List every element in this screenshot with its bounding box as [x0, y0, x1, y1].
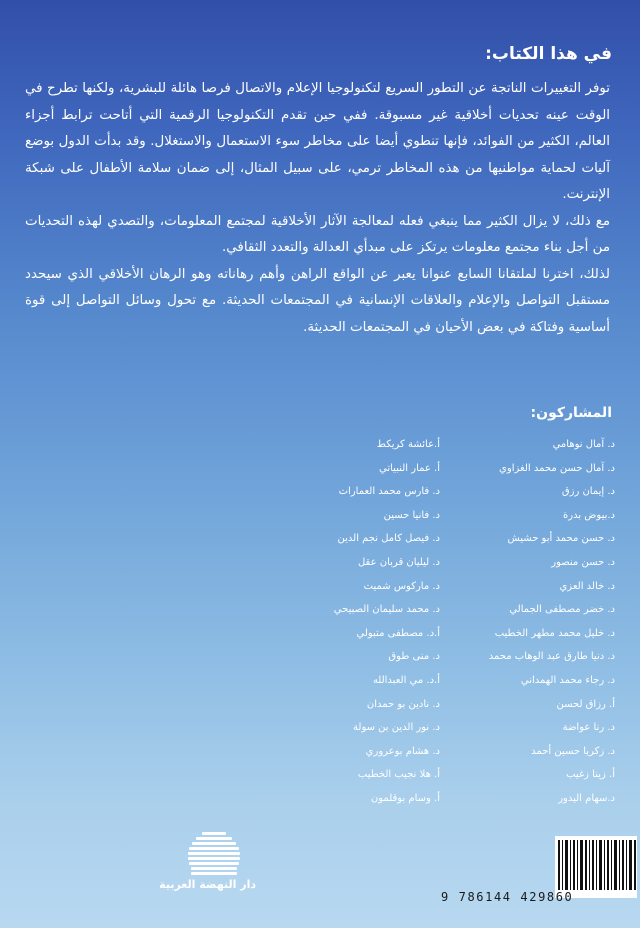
paragraph-1: توفر التغييرات الناتجة عن التطور السريع لتكنولوجيا الإعلام والاتصال فرصا هائلة للبشرية، ولكنها تطرح في الوقت عينه تحديات أخلاقية غير مسبوقة. ففي حين تقدم التكنولوجيا الرقمية التي أتاحت ترابط أجزاء العالم، الكثير من الفوائد، فإنها تنطوي أيضا على مخاطر سوء الاستعمال والاستغلال. وقد بدأت الدول بوضع آليات لحماية مواطنيها من هذه المخاطر ترمي، على سبيل المثال، إلى ضمان سلامة الأطفال على شبكة الإنترنت. [25, 81, 610, 202]
participant-name: د. نادين بو حمدان [366, 698, 440, 710]
participant-name: أ. هلا نجيب الخطيب [357, 769, 440, 781]
participant-name: د. خضر مصطفى الجمالي [509, 604, 615, 616]
publisher-name: دار النهضة العربية [159, 878, 256, 891]
participant-name: د. منى طوق [388, 651, 440, 663]
participant-name: د. آمال نوهامي [552, 439, 615, 450]
participant-name: أ. رزاق لحسن [556, 698, 615, 710]
paragraph-2: مع ذلك، لا يزال الكثير مما ينبغي فعله لمعالجة الآثار الأخلاقية لمجتمع المعلومات، والتصدي لهذه التحديات من أجل بناء مجتمع معلومات يرتكز على مبدأي العدالة والتعدد الثقافي. [25, 213, 610, 255]
participants-title: المشاركون: [530, 405, 612, 421]
participant-name: د. إيمان رزق [561, 486, 615, 498]
participant-name: أ. عمار النبياتي [379, 462, 440, 474]
participant-name: د. فيصل كامل نجم الدين [337, 533, 440, 545]
participant-name: أ. وسام بوقلمون [370, 792, 440, 804]
participant-name: أ.د. مصطفى متبولي [356, 627, 440, 639]
participant-name: أ.د. مي العبدالله [372, 674, 440, 686]
participant-name: د. حسن منصور [551, 556, 615, 568]
publisher-logo-icon [186, 828, 242, 876]
participants-column-left [260, 436, 440, 814]
participant-name: د. زكريا حسين أحمد [531, 745, 615, 757]
participants-column-right [435, 436, 615, 814]
barcode [555, 836, 637, 898]
participant-name: د.بيوض بدرة [563, 509, 615, 521]
participant-name: د. ليليان قربان عقل [357, 556, 440, 568]
participant-name: د.سهام اليدور [558, 792, 615, 804]
participant-name: د. هشام بوعروري [365, 745, 440, 757]
participant-name: د. خليل محمد مطهر الخطيب [494, 627, 615, 639]
participant-name: أ.عائشة كريكط [376, 439, 440, 450]
description-text [25, 76, 610, 341]
isbn-number: 9 786144 429860 [441, 890, 574, 904]
participant-name: د. فانيا حسين [383, 509, 440, 521]
participant-name: د. آمال حسن محمد الغزاوي [499, 462, 615, 474]
section-heading: في هذا الكتاب: [485, 44, 612, 64]
participant-name: د. حسن محمد أبو حشيش [507, 533, 615, 545]
participant-name: د. رنا عواضة [562, 722, 615, 734]
participant-name: د. خالد العزي [559, 580, 615, 592]
paragraph-3: لذلك، اخترنا لملتقانا السابع عنوانا يعبر عن الواقع الراهن وأهم رهاناته وهو الرهان الأخلاقي الذي سيحدد مستقبل التواصل والإعلام والعلاقات الإنسانية في المجتمعات الحديثة. مع تحول وسائل التواصل إلى قوة أساسية وفتاكة في بعض الأحيان في المجتمعات الحديثة. [25, 266, 610, 335]
participant-name: أ. زينا زغيب [566, 769, 615, 781]
participant-name: د. نور الدين بن سولة [353, 722, 440, 734]
participant-name: د. فارس محمد العمارات [338, 486, 440, 498]
participant-name: د. رجاء محمد الهمداني [520, 674, 615, 686]
participant-name: د. دنيا طارق عبد الوهاب محمد [488, 651, 615, 663]
participant-name: د. ماركوس شميت [363, 580, 440, 592]
participant-name: د. محمد سليمان الصبيحي [333, 604, 440, 616]
